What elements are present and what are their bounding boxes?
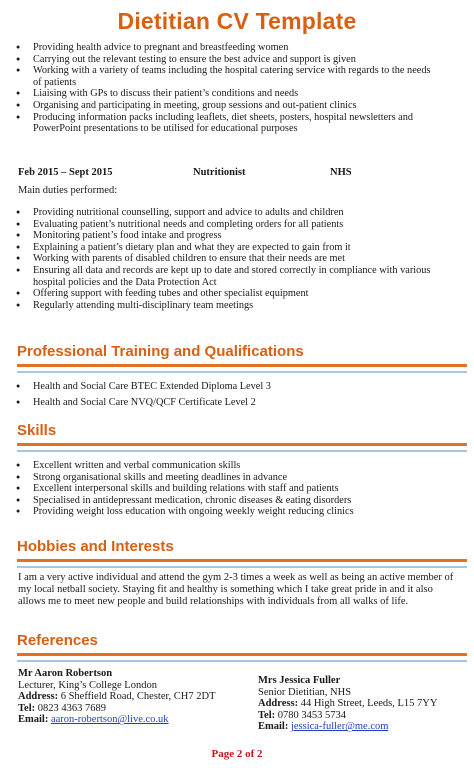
list-item: ● Working with parents of disabled children to ensure that their needs are met: [0, 253, 431, 265]
training-heading: Professional Training and Qualifications: [17, 343, 304, 360]
page-number: Page 2 of 2: [211, 748, 263, 760]
section-divider: [17, 450, 467, 452]
job-role: Nutritionist: [193, 167, 246, 178]
list-item: ● Liaising with GPs to discuss their patient’s conditions and needs: [0, 88, 431, 100]
job-employer: NHS: [330, 167, 352, 178]
hobbies-heading: Hobbies and Interests: [17, 538, 174, 555]
email-link[interactable]: jessica-fuller@me.com: [290, 721, 389, 733]
list-item: ● Providing weight loss education with ongoing weekly weight reducing clinics: [0, 506, 431, 518]
section-divider: [17, 559, 467, 562]
list-item: ● Specialised in antidepressant medication, chronic diseases & eating disorders: [0, 495, 431, 507]
reference-1: [18, 668, 216, 726]
list-item: ● Providing health advice to pregnant and breastfeeding women: [0, 42, 431, 54]
list-item: ● Working with a variety of teams including the hospital catering service with regards to the needs of patients: [0, 65, 431, 88]
job-dates: Feb 2015 – Sept 2015: [18, 167, 113, 178]
list-item: ● Ensuring all data and records are kept up to date and stored correctly in compliance with various hospital policies and the Data Protection Act: [0, 265, 431, 288]
references-heading: References: [17, 632, 98, 649]
list-item: ● Health and Social Care BTEC Extended Diploma Level 3: [0, 381, 431, 393]
reference-2: [258, 675, 437, 733]
reference-address: Address: 44 High Street, Leeds, L15 7YY: [258, 698, 438, 710]
duties-list: [0, 207, 431, 311]
list-item: ● Strong organisational skills and meeting deadlines in advance: [0, 472, 431, 484]
section-divider: [17, 364, 467, 367]
reference-name: Mrs Jessica Fuller: [258, 675, 341, 686]
list-item: ● Evaluating patient’s nutritional needs and completing orders for all patients: [0, 219, 431, 231]
reference-tel: Tel: 0823 4363 7689: [18, 702, 106, 714]
responsibilities-list: [0, 42, 431, 135]
section-divider: [17, 566, 467, 568]
skills-heading: Skills: [17, 422, 57, 439]
section-divider: [17, 371, 467, 373]
hobbies-text: I am a very active individual and attend the gym 2-3 times a week as well as being an active member of my local netball society. Staying fit and healthy is something which I take great pride in and it also allows me to meet new people and build relationships with individuals from all walks of life.: [18, 572, 454, 607]
list-item: ● Offering support with feeding tubes and other specialist equipment: [0, 288, 431, 300]
list-item: ● Carrying out the relevant testing to ensure the best advice and support is given: [0, 54, 431, 66]
skills-list: [0, 460, 431, 518]
training-list: [0, 381, 431, 408]
section-divider: [17, 443, 467, 446]
list-item: ● Organising and participating in meeting, group sessions and out-patient clinics: [0, 100, 431, 112]
reference-tel: Tel: 0780 3453 5734: [258, 709, 346, 721]
list-item: ● Explaining a patient’s dietary plan and what they are expected to gain from it: [0, 242, 431, 254]
list-item: ● Health and Social Care NVQ/QCF Certificate Level 2: [0, 397, 431, 409]
section-divider: [17, 660, 467, 662]
email-link[interactable]: aaron-robertson@live.co.uk: [50, 714, 169, 726]
reference-title: Senior Dietitian, NHS: [258, 686, 352, 698]
list-item: ● Excellent interpersonal skills and building relations with staff and patients: [0, 483, 431, 495]
list-item: ● Monitoring patient’s food intake and progress: [0, 230, 431, 242]
reference-email: Email: aaron-robertson@live.co.uk: [18, 714, 169, 726]
list-item: ● Regularly attending multi-disciplinary team meetings: [0, 300, 431, 312]
section-divider: [17, 653, 467, 656]
reference-name: Mr Aaron Robertson: [18, 668, 113, 679]
list-item: ● Producing information packs including leaflets, diet sheets, posters, hospital newsletters and PowerPoint presentations to be utilised for educational purposes: [0, 112, 431, 135]
reference-title: Lecturer, King’s College London: [18, 679, 157, 691]
document-title: Dietitian CV Template: [117, 8, 357, 34]
list-item: ● Providing nutritional counselling, support and advice to adults and children: [0, 207, 431, 219]
reference-email: Email: jessica-fuller@me.com: [258, 721, 389, 733]
list-item: ● Excellent written and verbal communication skills: [0, 460, 431, 472]
reference-address: Address: 6 Sheffield Road, Chester, CH7 2DT: [18, 691, 216, 703]
duties-label: Main duties performed:: [18, 185, 118, 196]
